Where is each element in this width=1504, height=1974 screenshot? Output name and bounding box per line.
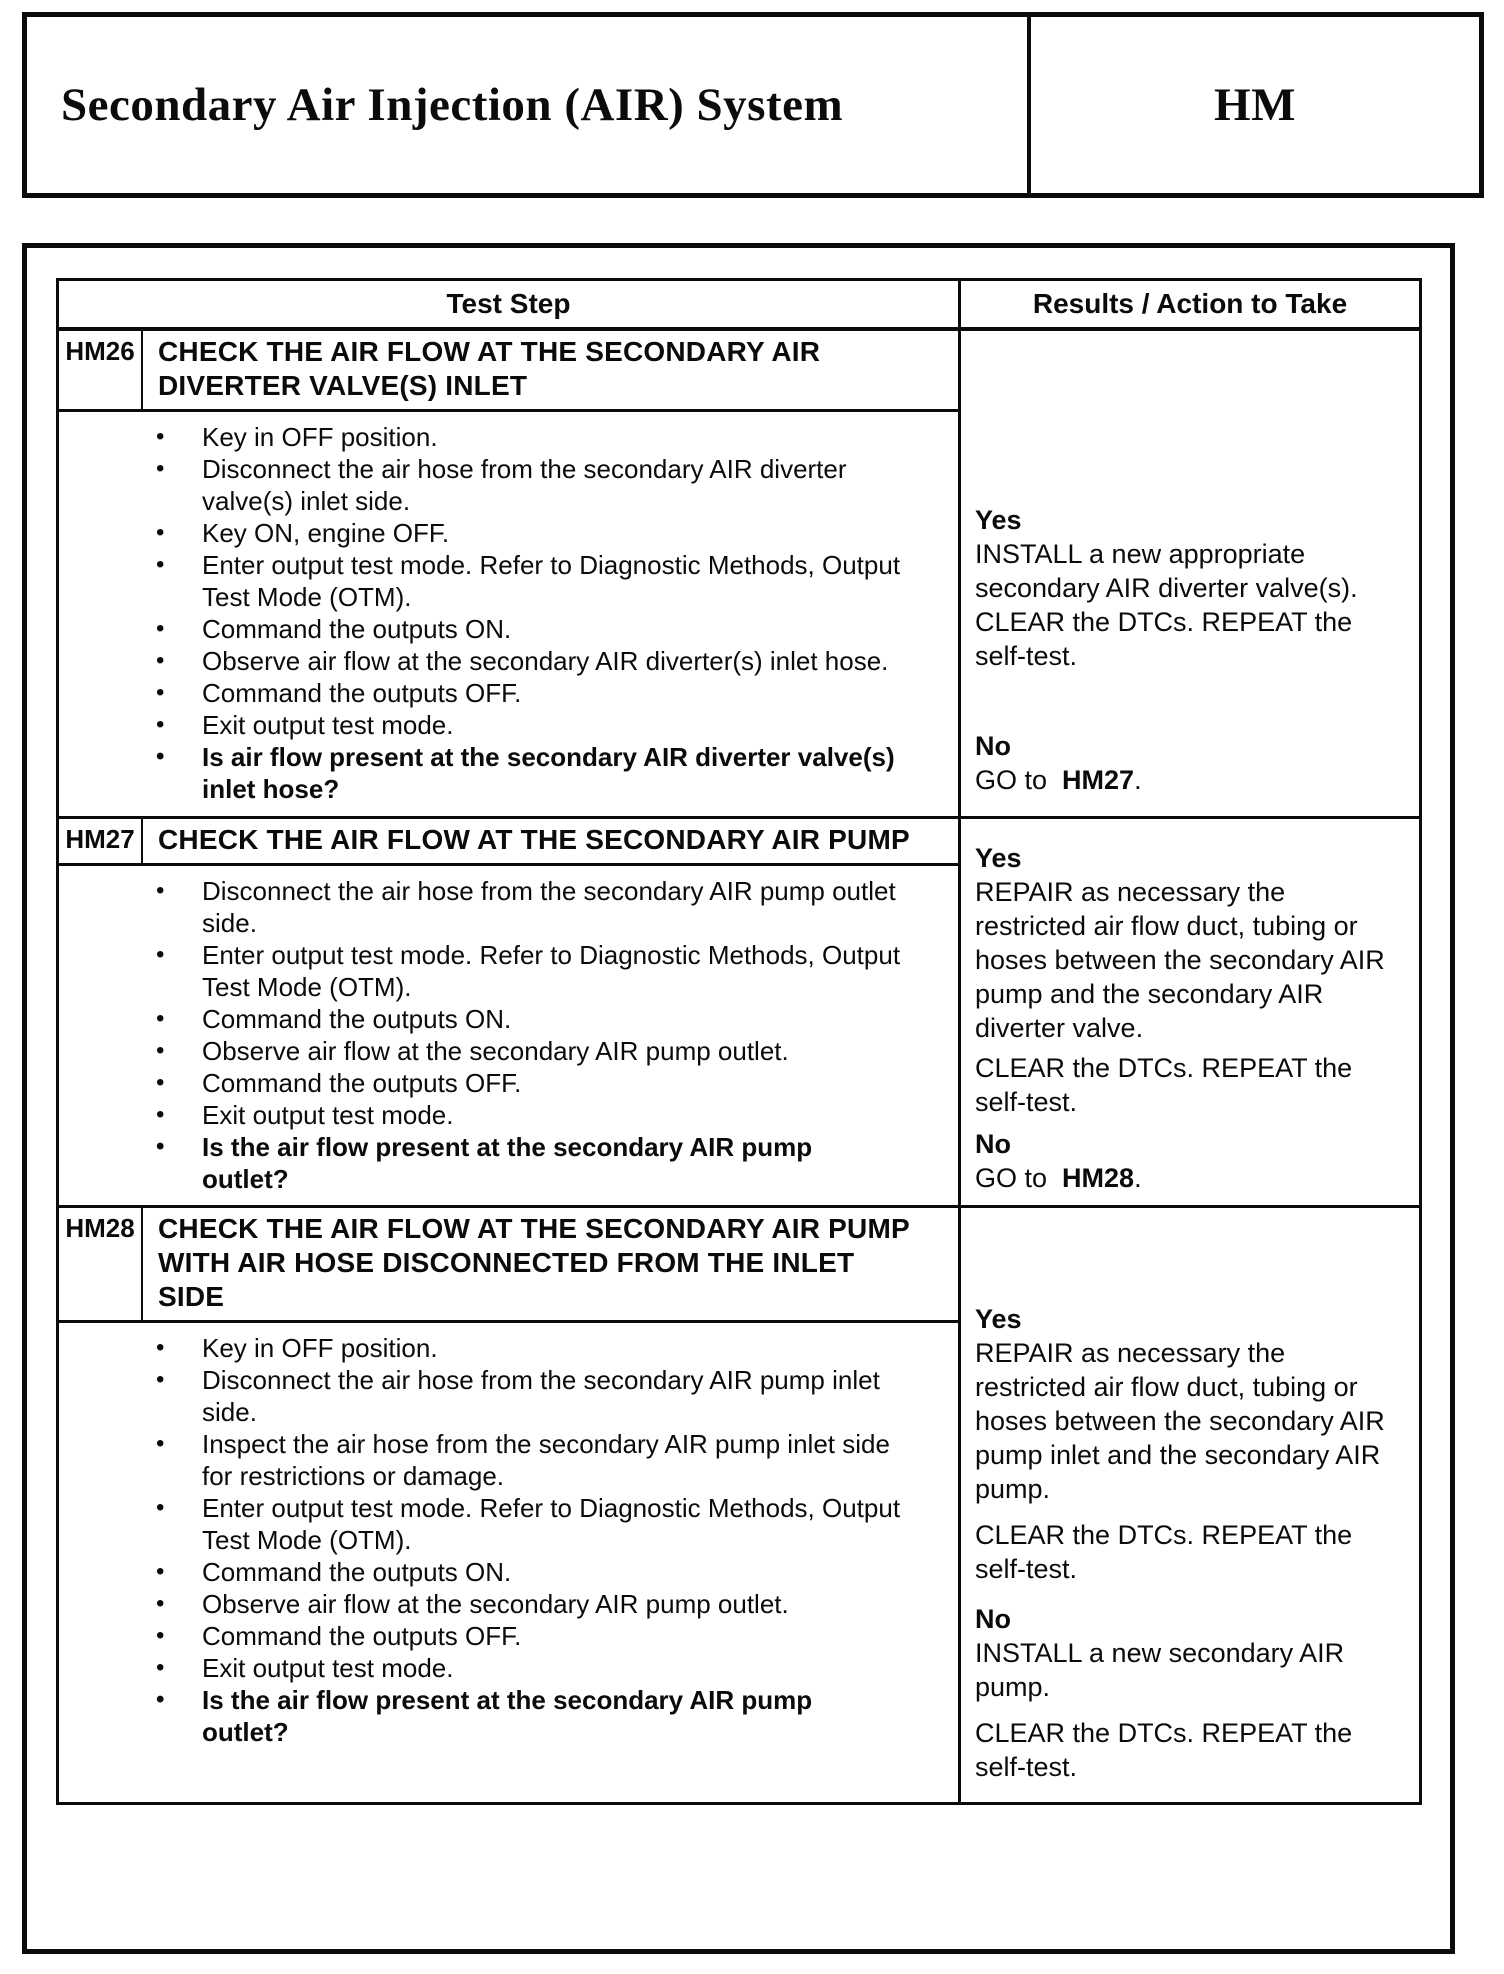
result-paragraph — [975, 763, 1399, 797]
step-item: • Disconnect the air hose from the secondary AIR pump outlet side. — [202, 875, 903, 939]
step-item: • Key in OFF position. — [202, 1332, 903, 1364]
test-block-hm28 — [59, 1208, 1419, 1802]
step-item: • Observe air flow at the secondary AIR pump outlet. — [202, 1588, 903, 1620]
step-item: • Command the outputs ON. — [202, 1556, 903, 1588]
step-item: • Exit output test mode. — [202, 1099, 903, 1131]
step-item: • Is the air flow present at the secondary AIR pump outlet? — [202, 1684, 903, 1748]
outer-frame — [22, 243, 1455, 1954]
test-id: HM27 — [59, 819, 143, 863]
result-text: GO to — [975, 1163, 1063, 1193]
step-item: • Enter output test mode. Refer to Diagnostic Methods, Output Test Mode (OTM). — [202, 1492, 903, 1556]
result-text: CLEAR the DTCs. REPEAT the self-test. — [975, 1053, 1353, 1117]
header-box — [22, 12, 1484, 198]
result-text: INSTALL a new appropriate secondary AIR diverter valve(s). CLEAR the DTCs. REPEAT the self-test. — [975, 539, 1358, 671]
test-results-cell — [961, 331, 1419, 816]
test-title-row — [59, 1208, 958, 1323]
step-item: • Observe air flow at the secondary AIR diverter(s) inlet hose. — [202, 645, 903, 677]
result-label: No — [975, 1129, 1011, 1159]
go-to-reference: HM27 — [1062, 765, 1135, 795]
result-block — [975, 1127, 1399, 1195]
step-item: • Key in OFF position. — [202, 421, 903, 453]
test-title-row — [59, 819, 958, 866]
result-block — [975, 841, 1399, 1119]
step-item: • Command the outputs ON. — [202, 613, 903, 645]
result-paragraph — [975, 1336, 1399, 1506]
result-paragraph — [975, 1716, 1399, 1784]
step-item: • Command the outputs ON. — [202, 1003, 903, 1035]
result-block — [975, 1602, 1399, 1784]
result-text: REPAIR as necessary the restricted air flow duct, tubing or hoses between the secondary AIR pump and the secondary AIR diverter valve. — [975, 877, 1385, 1043]
result-block — [975, 729, 1399, 797]
step-item: • Is air flow present at the secondary AIR diverter valve(s) inlet hose? — [202, 741, 903, 805]
result-label: Yes — [975, 505, 1022, 535]
step-item: • Command the outputs OFF. — [202, 1067, 903, 1099]
result-block — [975, 1302, 1399, 1586]
step-item: • Enter output test mode. Refer to Diagnostic Methods, Output Test Mode (OTM). — [202, 939, 903, 1003]
col-header-test-step: Test Step — [59, 281, 961, 327]
result-text: GO to — [975, 765, 1063, 795]
test-title: CHECK THE AIR FLOW AT THE SECONDARY AIR DIVERTER VALVE(S) INLET — [158, 336, 821, 401]
step-item: • Exit output test mode. — [202, 709, 903, 741]
test-title: CHECK THE AIR FLOW AT THE SECONDARY AIR PUMP — [158, 824, 910, 855]
diagnostic-table — [56, 278, 1422, 1805]
header-title-cell — [27, 17, 1031, 193]
step-item: • Disconnect the air hose from the secondary AIR pump inlet side. — [202, 1364, 903, 1428]
step-item: • Observe air flow at the secondary AIR pump outlet. — [202, 1035, 903, 1067]
section-code: HM — [1214, 79, 1296, 131]
result-paragraph — [975, 875, 1399, 1045]
test-step-column — [59, 331, 961, 816]
result-paragraph — [975, 1636, 1399, 1704]
test-steps-list — [59, 412, 958, 813]
step-item: • Disconnect the air hose from the secondary AIR diverter valve(s) inlet side. — [202, 453, 903, 517]
step-item: • Inspect the air hose from the secondary AIR pump inlet side for restrictions or damage. — [202, 1428, 903, 1492]
test-step-column — [59, 819, 961, 1205]
result-text: . — [1134, 1163, 1142, 1193]
table-header-row — [59, 281, 1419, 331]
test-results-cell — [961, 1208, 1419, 1802]
test-results-cell — [961, 819, 1419, 1205]
step-item: • Enter output test mode. Refer to Diagnostic Methods, Output Test Mode (OTM). — [202, 549, 903, 613]
result-label: Yes — [975, 1304, 1022, 1334]
go-to-reference: HM28 — [1062, 1163, 1135, 1193]
result-paragraph — [975, 1161, 1399, 1195]
test-steps-list — [59, 1323, 958, 1756]
result-label: Yes — [975, 843, 1022, 873]
result-text: REPAIR as necessary the restricted air flow duct, tubing or hoses between the secondary AIR pump inlet and the secondary AIR pump. — [975, 1338, 1385, 1504]
test-steps-list — [59, 866, 958, 1203]
header-code-cell — [1031, 17, 1479, 193]
test-step-column — [59, 1208, 961, 1802]
result-text: CLEAR the DTCs. REPEAT the self-test. — [975, 1520, 1353, 1584]
test-block-hm26 — [59, 331, 1419, 819]
result-paragraph — [975, 1518, 1399, 1586]
result-text: . — [1134, 765, 1142, 795]
result-paragraph — [975, 1051, 1399, 1119]
step-item: • Command the outputs OFF. — [202, 677, 903, 709]
step-item: • Exit output test mode. — [202, 1652, 903, 1684]
result-text: INSTALL a new secondary AIR pump. — [975, 1638, 1345, 1702]
result-paragraph — [975, 537, 1399, 673]
step-item: • Command the outputs OFF. — [202, 1620, 903, 1652]
test-title: CHECK THE AIR FLOW AT THE SECONDARY AIR PUMP WITH AIR HOSE DISCONNECTED FROM THE INLET SIDE — [158, 1213, 910, 1312]
test-block-hm27 — [59, 819, 1419, 1208]
test-id: HM28 — [59, 1208, 143, 1320]
test-id: HM26 — [59, 331, 143, 409]
result-label: No — [975, 1604, 1011, 1634]
result-text: CLEAR the DTCs. REPEAT the self-test. — [975, 1718, 1353, 1782]
step-item: • Key ON, engine OFF. — [202, 517, 903, 549]
col-header-results: Results / Action to Take — [1032, 288, 1348, 319]
step-item: • Is the air flow present at the secondary AIR pump outlet? — [202, 1131, 903, 1195]
result-label: No — [975, 731, 1011, 761]
result-block — [975, 503, 1399, 673]
page-title: Secondary Air Injection (AIR) System — [61, 79, 844, 131]
test-title-row — [59, 331, 958, 412]
